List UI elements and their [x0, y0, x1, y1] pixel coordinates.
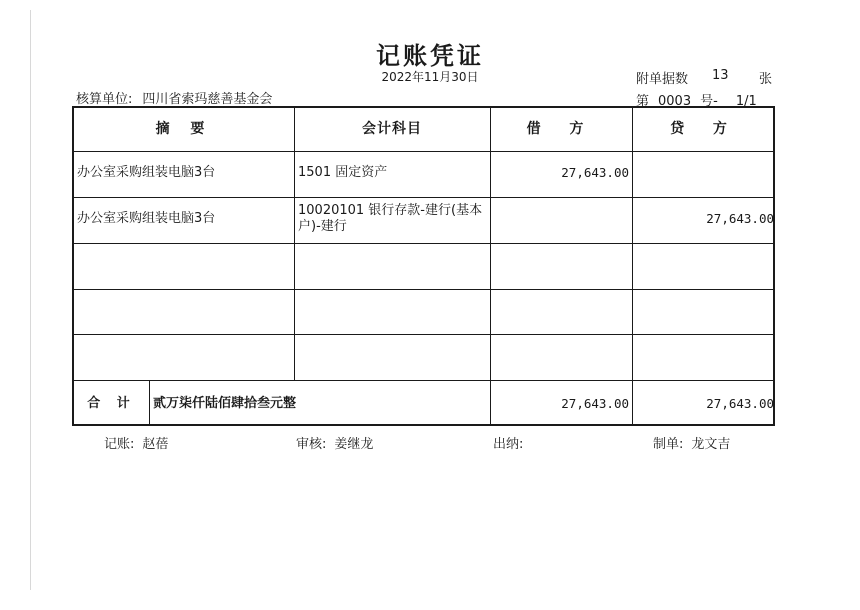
voucher-page: 1/1	[735, 94, 757, 109]
header-summary: 摘 要	[155, 121, 213, 137]
col-divider-debit	[490, 108, 491, 424]
voucher-number-value: 0003	[658, 94, 692, 109]
accounting-unit	[76, 88, 272, 107]
voucher-number-suffix: 号-	[700, 94, 718, 109]
col-divider-total-label	[149, 380, 150, 426]
preparer-label: 制单:	[653, 437, 684, 452]
bookkeeper-name: 赵蓓	[142, 437, 169, 452]
row-account: 1501 固定资产	[298, 165, 388, 180]
scan-edge-line	[30, 10, 31, 590]
row-summary: 办公室采购组装电脑3台	[77, 165, 216, 180]
signature-preparer	[653, 433, 730, 452]
signature-cashier	[493, 433, 531, 452]
accounting-unit-label: 核算单位:	[76, 92, 133, 107]
signature-reviewer	[296, 433, 373, 452]
header-credit: 贷 方	[670, 121, 739, 137]
row-credit: 27,643.00	[706, 211, 774, 226]
row-account: 10020101 银行存款-建行(基本户)-建行	[298, 203, 483, 234]
total-credit: 27,643.00	[706, 396, 774, 411]
row-debit: 27,643.00	[561, 165, 629, 180]
preparer-name: 龙文吉	[691, 437, 731, 452]
reviewer-label: 审核:	[296, 437, 327, 452]
row-summary: 办公室采购组装电脑3台	[77, 211, 216, 226]
voucher-title: 记账凭证	[376, 42, 484, 70]
total-label: 合 计	[87, 396, 136, 411]
signature-bookkeeper	[104, 433, 168, 452]
header-debit: 借 方	[526, 121, 596, 137]
voucher-date: 2022年11月30日	[381, 70, 479, 84]
header-account: 会计科目	[362, 121, 422, 137]
attachments-count	[636, 68, 773, 87]
attachments-number: 13	[712, 68, 729, 83]
attachments-label: 附单据数	[636, 72, 689, 87]
cashier-label: 出纳:	[493, 437, 524, 452]
accounting-unit-value: 四川省索玛慈善基金会	[142, 92, 273, 107]
total-debit: 27,643.00	[561, 396, 629, 411]
attachments-unit: 张	[759, 72, 773, 87]
bookkeeper-label: 记账:	[104, 437, 135, 452]
voucher-number-prefix: 第	[636, 94, 650, 109]
col-divider-summary	[294, 108, 295, 380]
voucher-table	[72, 106, 775, 426]
total-amount-words: 贰万柒仟陆佰肆拾叁元整	[153, 396, 297, 411]
reviewer-name: 姜继龙	[334, 437, 374, 452]
